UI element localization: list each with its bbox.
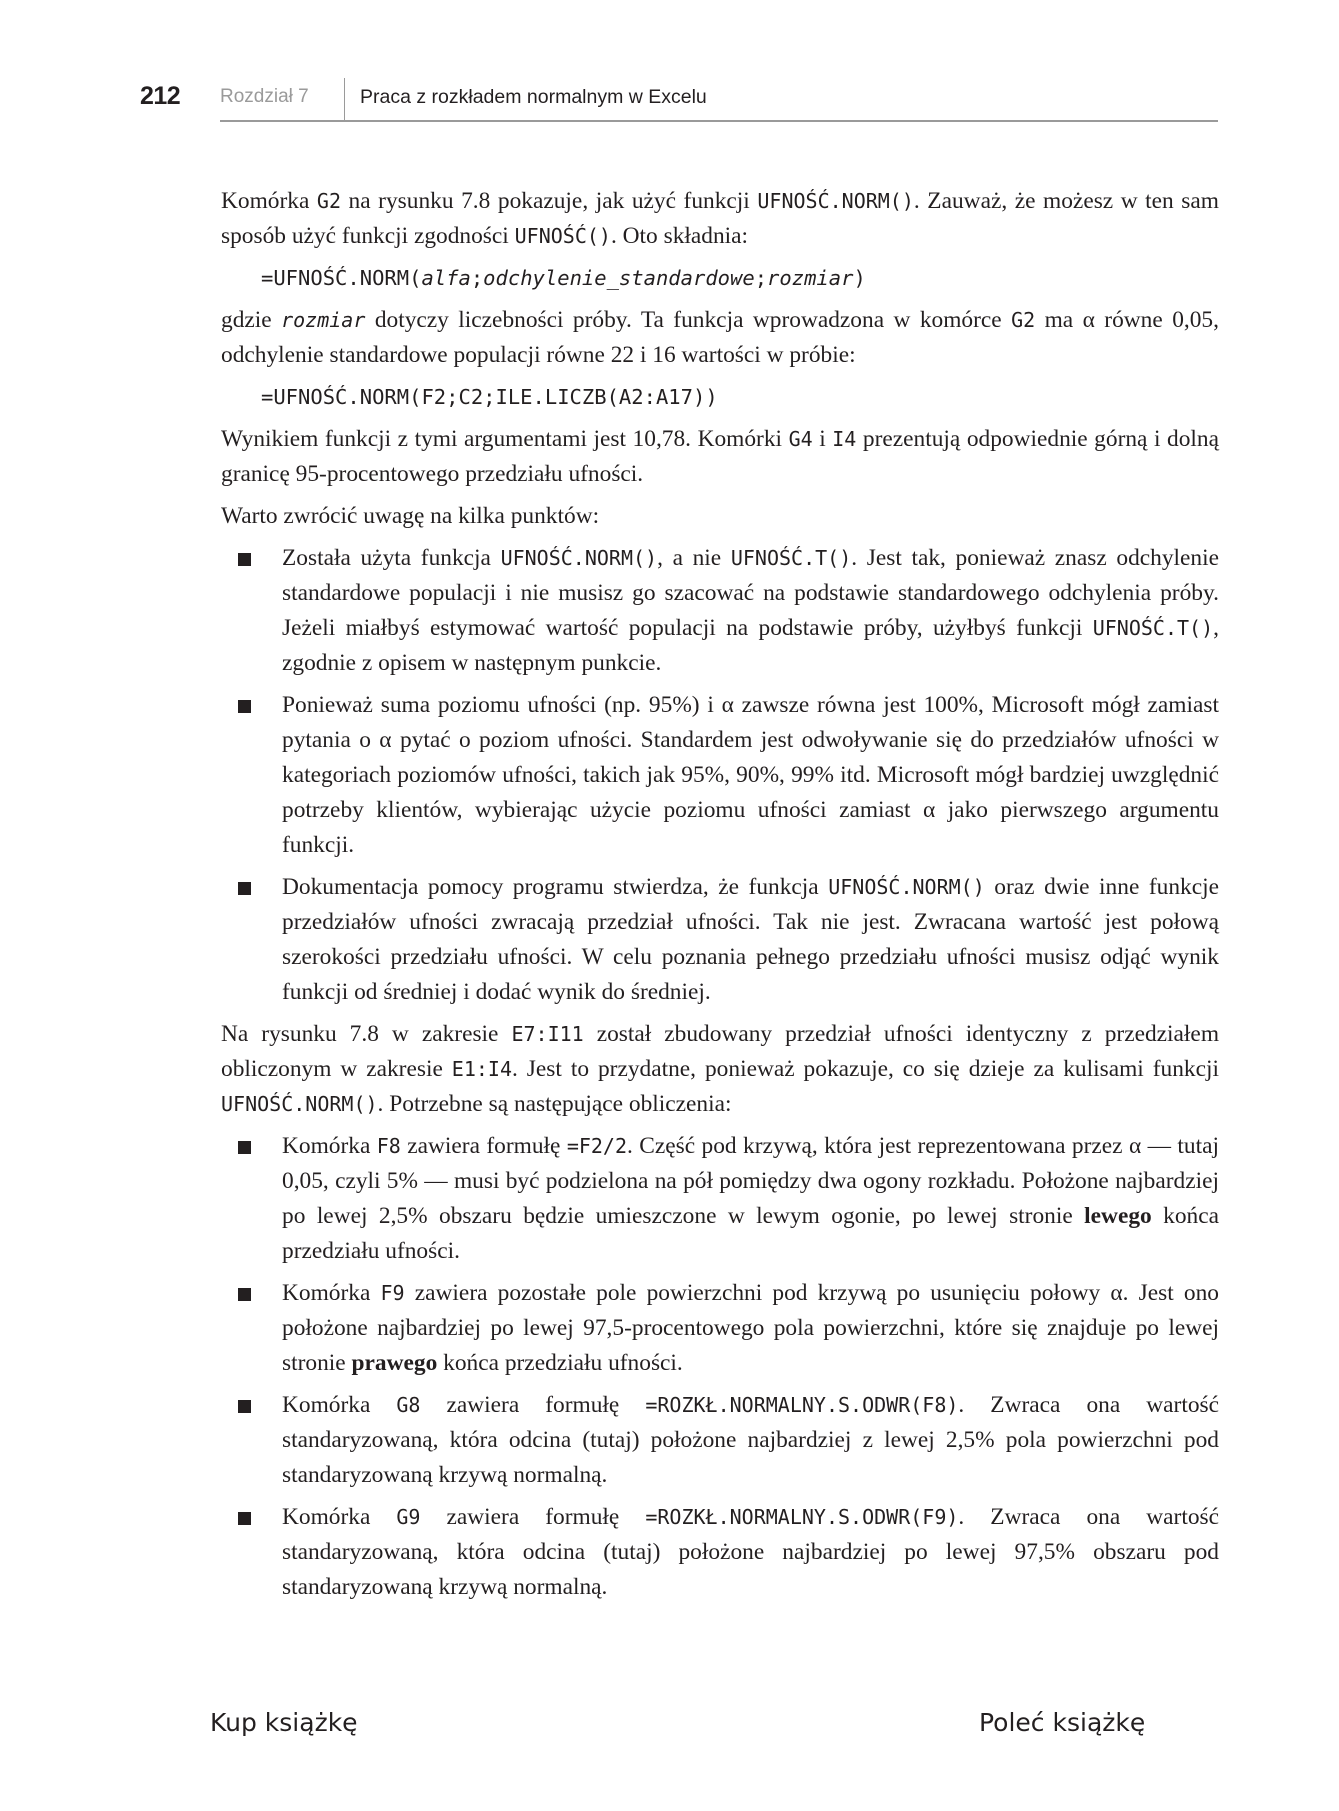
text: Dokumentacja pomocy programu stwierdza, że funkcja <box>282 874 829 900</box>
code-inline: =ROZKŁ.NORMALNY.S.ODWR(F8) <box>645 1393 959 1417</box>
text: zawiera formułę <box>420 1392 646 1418</box>
code-inline: G8 <box>396 1393 421 1417</box>
code-inline: =ROZKŁ.NORMALNY.S.ODWR(F9) <box>645 1505 959 1529</box>
text: zawiera pozostałe pole powierzchni pod krzywą po usunięciu połowy α. Jest ono położone najbardziej po lewej 97,5-procentowego pola powierzchni, które się znajduje po lewej stronie <box>282 1280 1219 1376</box>
code-inline: F9 <box>380 1281 405 1305</box>
square-bullet-icon <box>238 1141 251 1154</box>
example-code-line: =UFNOŚĆ.NORM(F2;C2;ILE.LICZB(A2:A17)) <box>261 385 718 409</box>
text: Na rysunku 7.8 w zakresie <box>221 1021 512 1047</box>
square-bullet-icon <box>238 553 251 566</box>
square-bullet-icon <box>238 1512 251 1525</box>
code-inline: F8 <box>376 1134 401 1158</box>
code-inline: UFNOŚĆ.NORM() <box>757 189 914 213</box>
code-inline: G9 <box>396 1505 421 1529</box>
bullet-list-2 <box>221 1129 1219 1605</box>
text: . Zwraca ona wartość standaryzowaną, która odcina (tutaj) położone najbardziej po lewej 97,5% obszaru pod standaryzowaną krzywą normalną. <box>282 1504 1219 1600</box>
syntax-code-line <box>261 261 1219 296</box>
list-item <box>221 1129 1219 1269</box>
chapter-title: Praca z rozkładem normalnym w Excelu <box>360 86 707 108</box>
code-inline: UFNOŚĆ.NORM() <box>828 875 985 899</box>
text: . Oto składnia: <box>610 223 749 249</box>
page-number: 212 <box>140 82 181 110</box>
list-item <box>221 1500 1219 1605</box>
text: Komórka <box>282 1133 377 1159</box>
bullet-list-1 <box>221 541 1219 1010</box>
code-text: ; <box>754 266 768 290</box>
code-inline: G2 <box>316 189 341 213</box>
square-bullet-icon <box>238 1288 251 1301</box>
text: Komórka <box>282 1280 381 1306</box>
text: Ponieważ suma poziomu ufności (np. 95%) i α zawsze równa jest 100%, Microsoft mógł zamiast pytania o α pytać o poziom ufności. Standardem jest odwoływanie się do przedziałów ufności w kategoriach poziomów ufności, takich jak 95%, 90%, 99% itd. Microsoft mógł bardziej uwzględnić potrzeby klientów, wybierając użycie poziomu ufności zamiast α jako pierwszego argumentu funkcji. <box>282 692 1219 858</box>
text: Komórka <box>282 1504 397 1530</box>
paragraph-5 <box>221 1017 1219 1122</box>
text: . Jest to przydatne, ponieważ pokazuje, co się dzieje za kulisami funkcji <box>512 1056 1219 1082</box>
recommend-book-link[interactable]: Poleć książkę <box>979 1708 1146 1737</box>
code-text: ; <box>470 266 484 290</box>
buy-book-link[interactable]: Kup książkę <box>210 1708 358 1737</box>
header-rule <box>220 120 1218 122</box>
chapter-label: Rozdział 7 <box>220 86 309 107</box>
code-inline: I4 <box>832 427 857 451</box>
square-bullet-icon <box>238 700 251 713</box>
text: . Część pod krzywą, która jest reprezentowana przez α — tutaj 0,05, czyli 5% — musi być podzielona na pół pomiędzy dwa ogony rozkładu. Położone najbardziej po lewej 2,5% obszaru będzie umieszczone w lewym ogonie, po lewej stronie <box>282 1133 1219 1229</box>
text: końca przedziału ufności. <box>437 1350 683 1376</box>
code-arg: odchylenie_standardowe <box>483 266 755 290</box>
code-text: ) <box>853 266 866 290</box>
text: Komórka <box>282 1392 397 1418</box>
text: zawiera formułę <box>420 1504 646 1530</box>
code-inline: UFNOŚĆ.NORM() <box>500 546 658 570</box>
list-item <box>221 1276 1219 1381</box>
paragraph-4: Warto zwrócić uwagę na kilka punktów: <box>221 503 600 529</box>
text: został zbudowany przedział ufności identyczny z przedziałem obliczonym w zakresie <box>221 1021 1220 1082</box>
text: dotyczy liczebności próby. Ta funkcja wprowadzona w komórce <box>365 307 1012 333</box>
code-inline: E7:I11 <box>511 1022 584 1046</box>
list-item <box>221 541 1219 681</box>
code-inline: UFNOŚĆ.T() <box>730 546 852 570</box>
square-bullet-icon <box>238 1400 251 1413</box>
page-header <box>140 78 1218 122</box>
list-item <box>221 870 1219 1010</box>
list-item <box>221 688 1219 863</box>
list-item <box>221 1388 1219 1493</box>
code-arg: rozmiar <box>281 308 366 332</box>
paragraph-2 <box>221 303 1219 373</box>
text: . Potrzebne są następujące obliczenia: <box>377 1091 732 1117</box>
text: . Jest tak, ponieważ znasz odchylenie standardowe populacji i nie musisz go szacować na podstawie standardowego odchylenia próby. Jeżeli miałbyś estymować wartość populacji na podstawie próby, użyłbyś funkcji <box>282 545 1220 641</box>
text: prezentują odpowiednie górną i dolną granicę 95-procentowego przedziału ufności. <box>221 426 1219 487</box>
text: Została użyta funkcja <box>282 545 501 571</box>
square-bullet-icon <box>238 882 251 895</box>
code-inline: E1:I4 <box>451 1057 512 1081</box>
text: . Zauważ, że możesz w ten sam sposób użyć funkcji zgodności <box>221 188 1219 249</box>
page-footer <box>0 1708 1339 1748</box>
paragraph-1 <box>221 184 1219 254</box>
text: Wynikiem funkcji z tymi argumentami jest 10,78. Komórki <box>221 426 789 452</box>
text: gdzie <box>221 307 282 333</box>
text: ma α równe 0,05, odchylenie standardowe populacji równe 22 i 16 wartości w próbie: <box>221 307 1219 368</box>
bold-text: prawego <box>351 1350 438 1376</box>
text: , a nie <box>657 545 731 571</box>
bold-text: lewego <box>1084 1203 1152 1229</box>
text: na rysunku 7.8 pokazuje, jak użyć funkcji <box>341 188 758 214</box>
text: Komórka <box>221 188 317 214</box>
code-inline: =F2/2 <box>566 1134 628 1158</box>
text: i <box>812 426 833 452</box>
text: zawiera formułę <box>400 1133 567 1159</box>
code-arg: alfa <box>421 266 471 290</box>
code-inline: G2 <box>1011 308 1036 332</box>
code-inline: UFNOŚĆ.NORM() <box>221 1092 378 1116</box>
text: końca przedziału ufności. <box>282 1203 1219 1264</box>
paragraph-3 <box>221 422 1219 492</box>
code-text: =UFNOŚĆ.NORM( <box>261 266 422 290</box>
code-arg: rozmiar <box>767 266 854 290</box>
code-inline: G4 <box>788 427 813 451</box>
text: . Zwraca ona wartość standaryzowaną, która odcina (tutaj) położone najbardziej z lewej 2,5% pola powierzchni pod standaryzowaną krzywą normalną. <box>282 1392 1219 1488</box>
text: oraz dwie inne funkcje przedziałów ufności zwracają przedział ufności. Tak nie jest. Zwracana wartość jest połową szerokości przedziału ufności. W celu poznania pełnego przedziału ufności musisz odjąć wynik funkcji od średniej i dodać wynik do średniej. <box>282 874 1219 1005</box>
text: , zgodnie z opisem w następnym punkcie. <box>282 615 1219 676</box>
code-inline: UFNOŚĆ.T() <box>1092 616 1214 640</box>
header-divider <box>344 78 345 120</box>
code-inline: UFNOŚĆ() <box>514 224 611 248</box>
page-body <box>221 184 1219 1612</box>
